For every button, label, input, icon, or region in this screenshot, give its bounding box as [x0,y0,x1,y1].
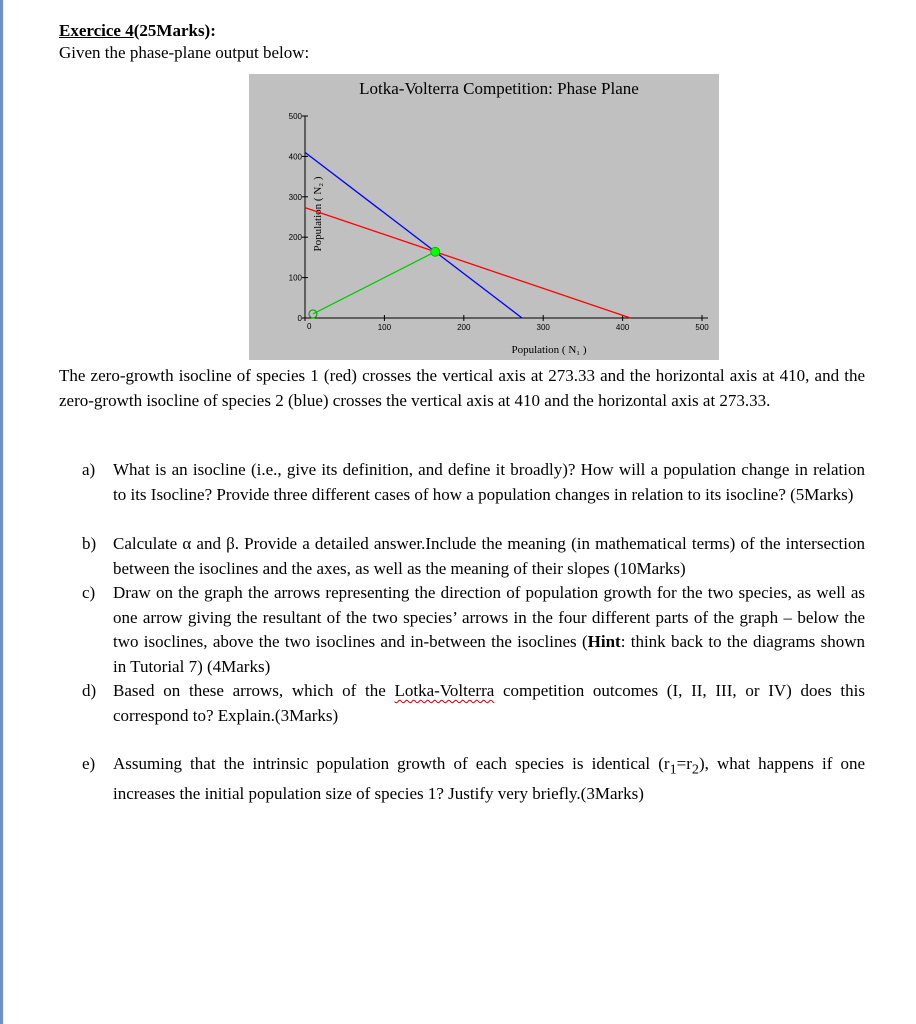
isocline-description: The zero-growth isocline of species 1 (red) crosses the vertical axis at 273.33 and the horizontal axis at 410, and the zero-growth isocline of species 2 (blue) crosses the vertical axis at 410 and the horizontal axis at 273.33. [59,366,865,410]
phase-plane-chart [249,74,719,360]
equals-r: =r [676,754,692,773]
question-a [82,458,865,507]
species1-isocline-red [305,208,631,318]
exercise-intro: Given the phase-plane output below: [59,43,310,62]
x-tick-label: 100 [377,323,392,332]
question-d-label: d) [82,681,97,700]
x-tick-label: 300 [536,323,550,332]
y-tick-label: 300 [288,192,302,202]
question-b [82,532,865,581]
y-tick-label: 400 [288,152,302,162]
question-c-text-post: : think back to the diagrams shown in Tutorial 7) (4Marks) [113,632,865,676]
y-tick-label: 200 [288,233,302,243]
r2-subscript: 2 [691,761,699,778]
y-tick-label: 100 [288,273,302,283]
question-a-label: a) [82,460,96,479]
y-tick-label: 0 [297,314,302,323]
y-tick-label: 500 [288,112,302,121]
x-tick-label: 400 [615,323,630,332]
question-c [82,581,865,679]
trajectory-green [313,252,435,314]
x-tick-label: 0 [307,322,312,331]
question-e-label: e) [82,754,96,773]
phase-plane-svg [249,74,719,360]
question-c-label: c) [82,583,96,602]
chart-xlabel: Population ( N₁ ) [511,344,587,356]
question-e-text-pre: Assuming that the intrinsic population growth of each species is identical (r [113,754,670,773]
question-d-text [113,679,865,728]
chart-ylabel: Population ( N₂ ) [312,176,324,252]
species2-isocline-blue [305,152,522,318]
r1-subscript: 1 [669,761,677,778]
question-c-text [113,581,865,679]
x-tick-label: 500 [695,323,709,332]
question-c-text-pre: Draw on the graph the arrows representing the direction of population growth for the two species, as well as one arrow giving the resultant of the two species’ arrows in the four different parts of the graph – below the two isoclines, above the two isoclines and in-between the isoclines ( [113,583,865,651]
question-d-text-pre: Based on these arrows, which of the [113,681,395,700]
equilibrium-point [431,247,440,256]
exercise-marks: (25Marks): [133,21,216,40]
chart-title: Lotka-Volterra Competition: Phase Plane [359,79,639,98]
question-b-label: b) [82,534,97,553]
question-e-text-post: ), what happens if one increases the initial population size of species 1? Justify very briefly.(3Marks) [113,754,866,803]
x-tick-label: 200 [457,323,471,332]
question-e-text [113,752,865,806]
trajectory-start-marker [309,310,317,318]
hint-word: Hint [587,632,621,651]
question-e [82,752,865,806]
exercise-title: Exercice 4 [59,21,134,40]
question-a-text: What is an isocline (i.e., give its definition, and define it broadly)? How will a population change in relation to its Isocline? Provide three different cases of how a population changes in relation to its isocline? (5Marks) [113,460,865,504]
question-b-text: Calculate α and β. Provide a detailed answer.Include the meaning (in mathematical terms) of the intersection between the isoclines and the axes, as well as the meaning of their slopes (10Marks) [113,534,865,578]
exercise-heading [59,21,216,41]
page-edge-rule [0,0,3,1024]
question-d [82,679,865,728]
spellcheck-flagged-word: Lotka-Volterra [394,681,495,700]
question-d-text-post: competition outcomes (I, II, III, or IV) does this correspond to? Explain.(3Marks) [113,681,865,725]
